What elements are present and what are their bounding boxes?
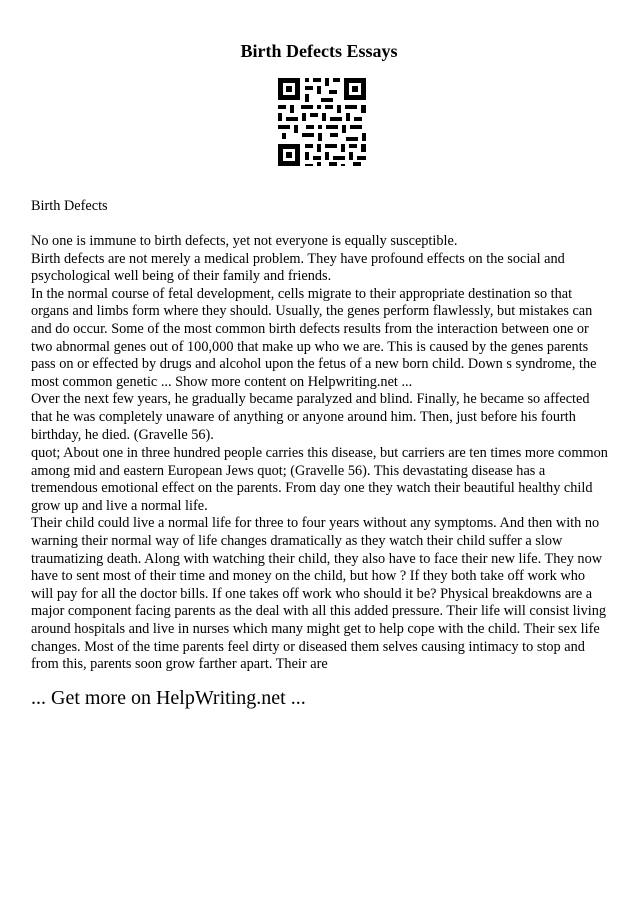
footer-link[interactable]: ... Get more on HelpWriting.net ... xyxy=(31,687,306,709)
paragraph-block-1 xyxy=(31,233,609,444)
section-heading-text: Birth Defects xyxy=(31,198,108,214)
paragraph: quot; About one in three hundred people carries this disease, but carriers are ten times more common among mid and eastern European Jews quot; (Gravelle 56). This devastating disease has a tremendous emotional effect on the parents. From day one they watch their beautiful healthy child grow up and live a normal life. xyxy=(31,445,608,514)
paragraph: Over the next few years, he gradually became paralyzed and blind. Finally, he became so affected that he was completely unaware of anything or anyone around him. Then, just before his fourth birthday, he died. (Gravelle 56). xyxy=(31,391,590,443)
paragraph: In the normal course of fetal development, cells migrate to their appropriate destination so that organs and limbs form where they should. Usually, the genes perform flawlessly, but mistakes can and do occur. Some of the most common birth defects results from the interaction between one or two abnormal genes out of 100,000 that make up who we are. This is caused by the genes parents pass on or effected by drugs and alcohol upon the fetus of a new born child. Down s syndrome, the most common genetic ... Show more content on Helpwriting.net ... xyxy=(31,285,597,390)
paragraph: Their child could live a normal life for three to four years without any symptoms. And then with no warning their normal way of life changes dramatically as they watch their child suffer a slow traumatizing death. Along with watching their child, they also have to face their new life. They now have to sent most of their time and money on the child, but how ? If they both take off work who will pay for all the doctor bills. If one takes off work who should it be? Physical breakdowns are a major component facing parents as the deal with all this added pressure. Their life will consist living around hospitals and live in nurses which many might get to help cope with the child. Their sex life changes. Most of the time parents feel dirty or diseased them selves causing intimacy to stop and from this, parents soon grow farther apart. Their are xyxy=(31,515,607,673)
document-title: Birth Defects Essays xyxy=(240,41,398,61)
qr-code-icon xyxy=(274,74,370,170)
section-heading xyxy=(31,198,609,216)
paragraph: No one is immune to birth defects, yet not everyone is equally susceptible. xyxy=(31,233,458,249)
paragraph: Birth defects are not merely a medical problem. They have profound effects on the social and psychological well being of their family and friends. xyxy=(31,250,565,285)
paragraph-block-2 xyxy=(31,445,609,674)
